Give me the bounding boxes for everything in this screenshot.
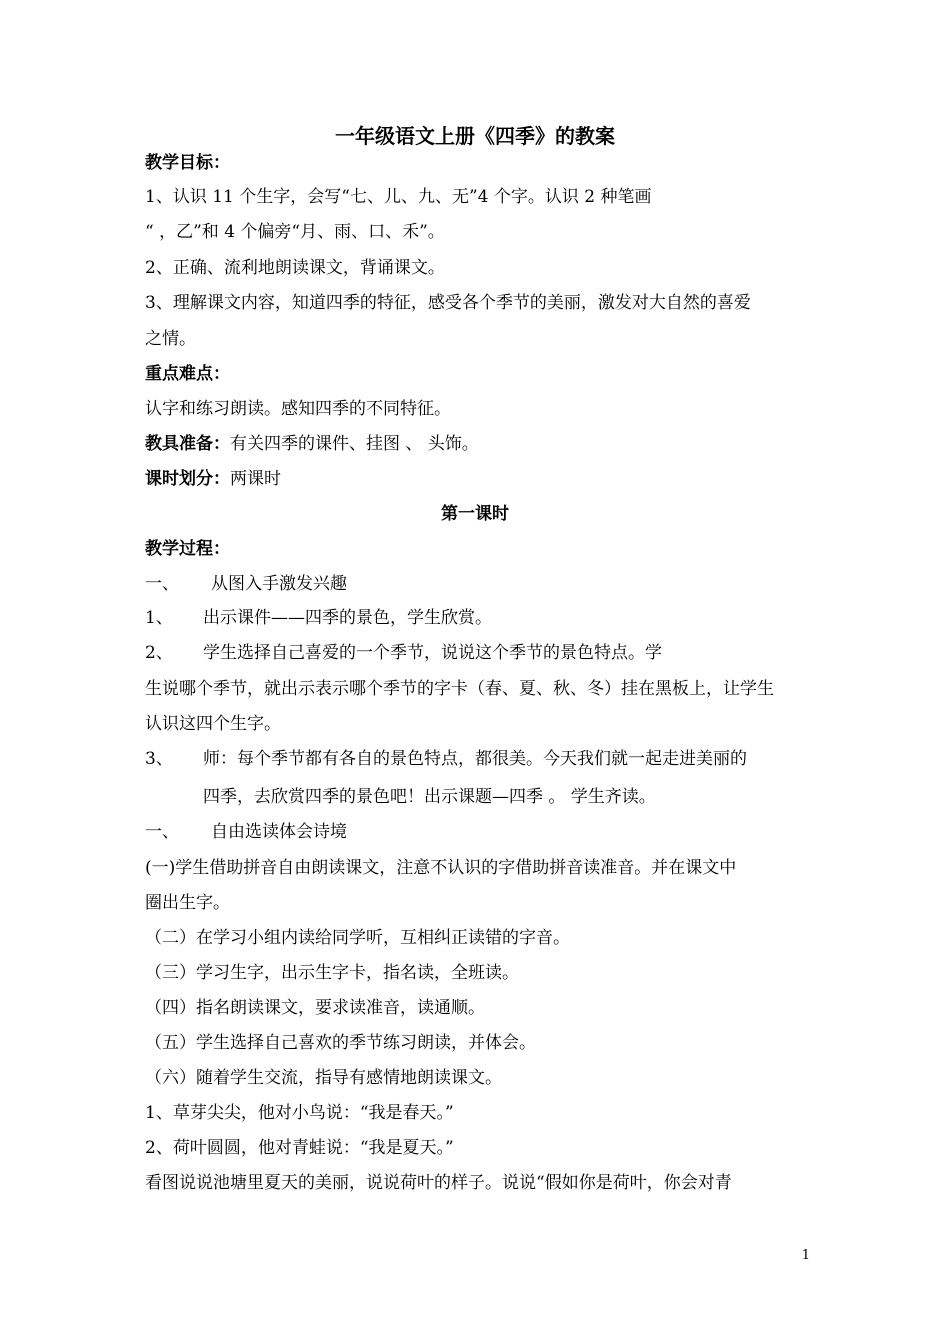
- item-3-number: 3、: [145, 749, 173, 769]
- quote-2: 2、荷叶圆圆，他对青蛙说：“我是夏天。”: [145, 1138, 454, 1158]
- last-line: 看图说说池塘里夏天的美丽，说说荷叶的样子。说说“假如你是荷叶，你会对青: [145, 1173, 732, 1193]
- quote-1: 1、草芽尖尖，他对小鸟说：“我是春天。”: [145, 1103, 454, 1123]
- process-heading: 教学过程：: [145, 539, 230, 559]
- item-2-line-3: 认识这四个生字。: [145, 714, 281, 734]
- goal-3-line-2: 之情。: [145, 329, 196, 349]
- class-periods-label: 课时划分：: [145, 469, 230, 489]
- teaching-tools-label: 教具准备：: [145, 434, 230, 454]
- step-5: （五）学生选择自己喜欢的季节练习朗读，并体会。: [145, 1033, 536, 1053]
- section-1-heading: [145, 572, 347, 596]
- item-1-number: 1、: [145, 608, 173, 628]
- item-2: [145, 641, 662, 665]
- item-2-line-2: 生说哪个季节，就出示表示哪个季节的字卡（春、夏、秋、冬）挂在黑板上，让学生: [145, 679, 774, 699]
- lesson-heading: 第一课时: [441, 504, 509, 524]
- teaching-tools-text: 有关四季的课件、挂图 、 头饰。: [230, 434, 479, 454]
- goals-heading: 教学目标：: [145, 153, 230, 173]
- class-periods-text: 两课时: [230, 469, 281, 489]
- item-3-line-2: 四季，去欣赏四季的景色吧！出示课题—四季 。 学生齐读。: [203, 787, 656, 807]
- class-periods: [145, 467, 281, 491]
- item-2-text: 学生选择自己喜爱的一个季节，说说这个季节的景色特点。学: [203, 643, 662, 663]
- document-title: 一年级语文上册《四季》的教案: [335, 124, 615, 148]
- section-1-text: 从图入手激发兴趣: [211, 574, 347, 594]
- goal-1-line-2: “ ，乙”和 4 个偏旁“月、雨、口、禾”。: [145, 222, 445, 242]
- item-3-text: 师：每个季节都有各自的景色特点，都很美。今天我们就一起走进美丽的: [203, 749, 747, 769]
- goal-3-line-1: 3、理解课文内容，知道四季的特征，感受各个季节的美丽，激发对大自然的喜爱: [145, 293, 751, 313]
- section-2-number: 一、: [145, 822, 179, 842]
- step-1-line-1: (一)学生借助拼音自由朗读课文，注意不认识的字借助拼音读准音。并在课文中: [145, 858, 737, 878]
- step-6: （六）随着学生交流，指导有感情地朗读课文。: [145, 1068, 502, 1088]
- step-2: （二）在学习小组内读给同学听，互相纠正读错的字音。: [145, 928, 570, 948]
- step-1-line-2: 圈出生字。: [145, 893, 230, 913]
- item-2-number: 2、: [145, 643, 173, 663]
- page-number: 1: [801, 1248, 810, 1263]
- goal-2: 2、正确、流利地朗读课文，背诵课文。: [145, 258, 445, 278]
- section-2-text: 自由选读体会诗境: [211, 822, 347, 842]
- item-3: [145, 747, 747, 771]
- step-3: （三）学习生字，出示生字卡，指名读，全班读。: [145, 963, 519, 983]
- section-1-number: 一、: [145, 574, 179, 594]
- goal-1-line-1: 1、认识 11 个生字，会写“七、儿、九、无”4 个字。认识 2 种笔画: [145, 187, 652, 207]
- item-1: [145, 606, 492, 630]
- key-points-heading: 重点难点：: [145, 364, 230, 384]
- teaching-tools: [145, 432, 479, 456]
- key-points-text: 认字和练习朗读。感知四季的不同特征。: [145, 399, 451, 419]
- section-2-heading: [145, 820, 347, 844]
- item-1-text: 出示课件——四季的景色，学生欣赏。: [203, 608, 492, 628]
- step-4: （四）指名朗读课文，要求读准音，读通顺。: [145, 998, 485, 1018]
